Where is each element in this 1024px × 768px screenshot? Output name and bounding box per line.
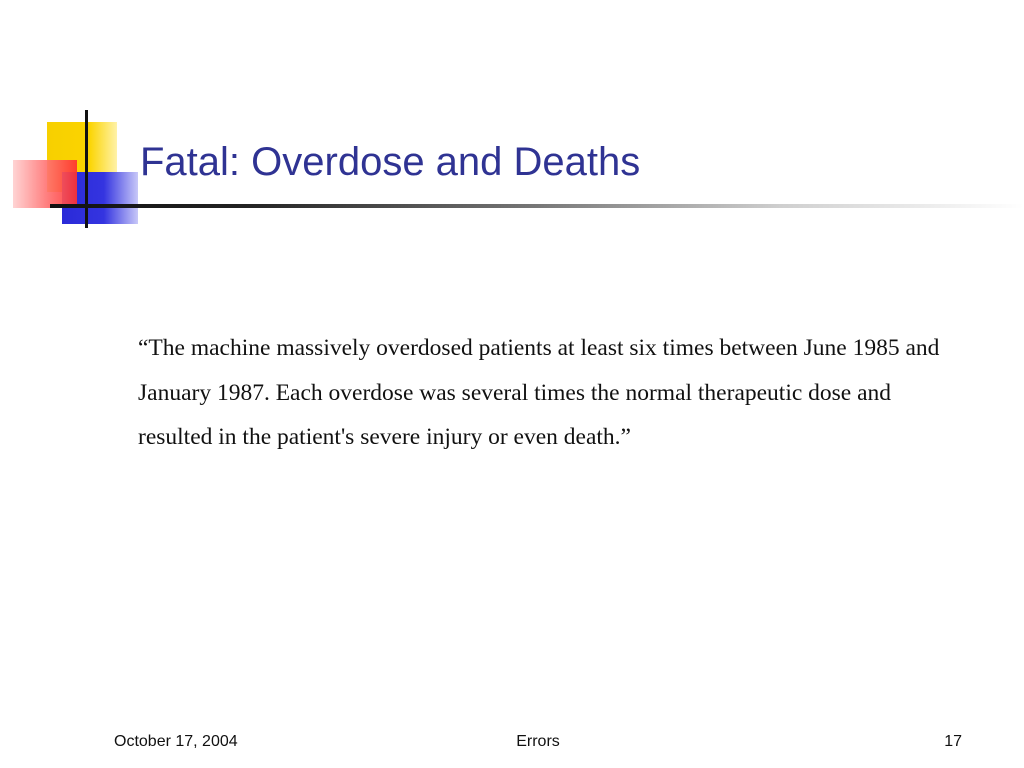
title-underline bbox=[50, 204, 1024, 208]
slide-title: Fatal: Overdose and Deaths bbox=[140, 140, 641, 184]
logo-red-square bbox=[13, 160, 77, 208]
footer-date: October 17, 2004 bbox=[114, 733, 238, 750]
quote-text: “The machine massively overdosed patients at least six times between June 1985 and January 1987. Each overdose was several times the normal therapeutic dose and resulted in the patient's severe injury or even death.” bbox=[138, 335, 940, 450]
footer-topic: Errors bbox=[516, 733, 560, 750]
logo-vertical-line bbox=[85, 110, 88, 228]
footer-page-number: 17 bbox=[944, 733, 962, 750]
